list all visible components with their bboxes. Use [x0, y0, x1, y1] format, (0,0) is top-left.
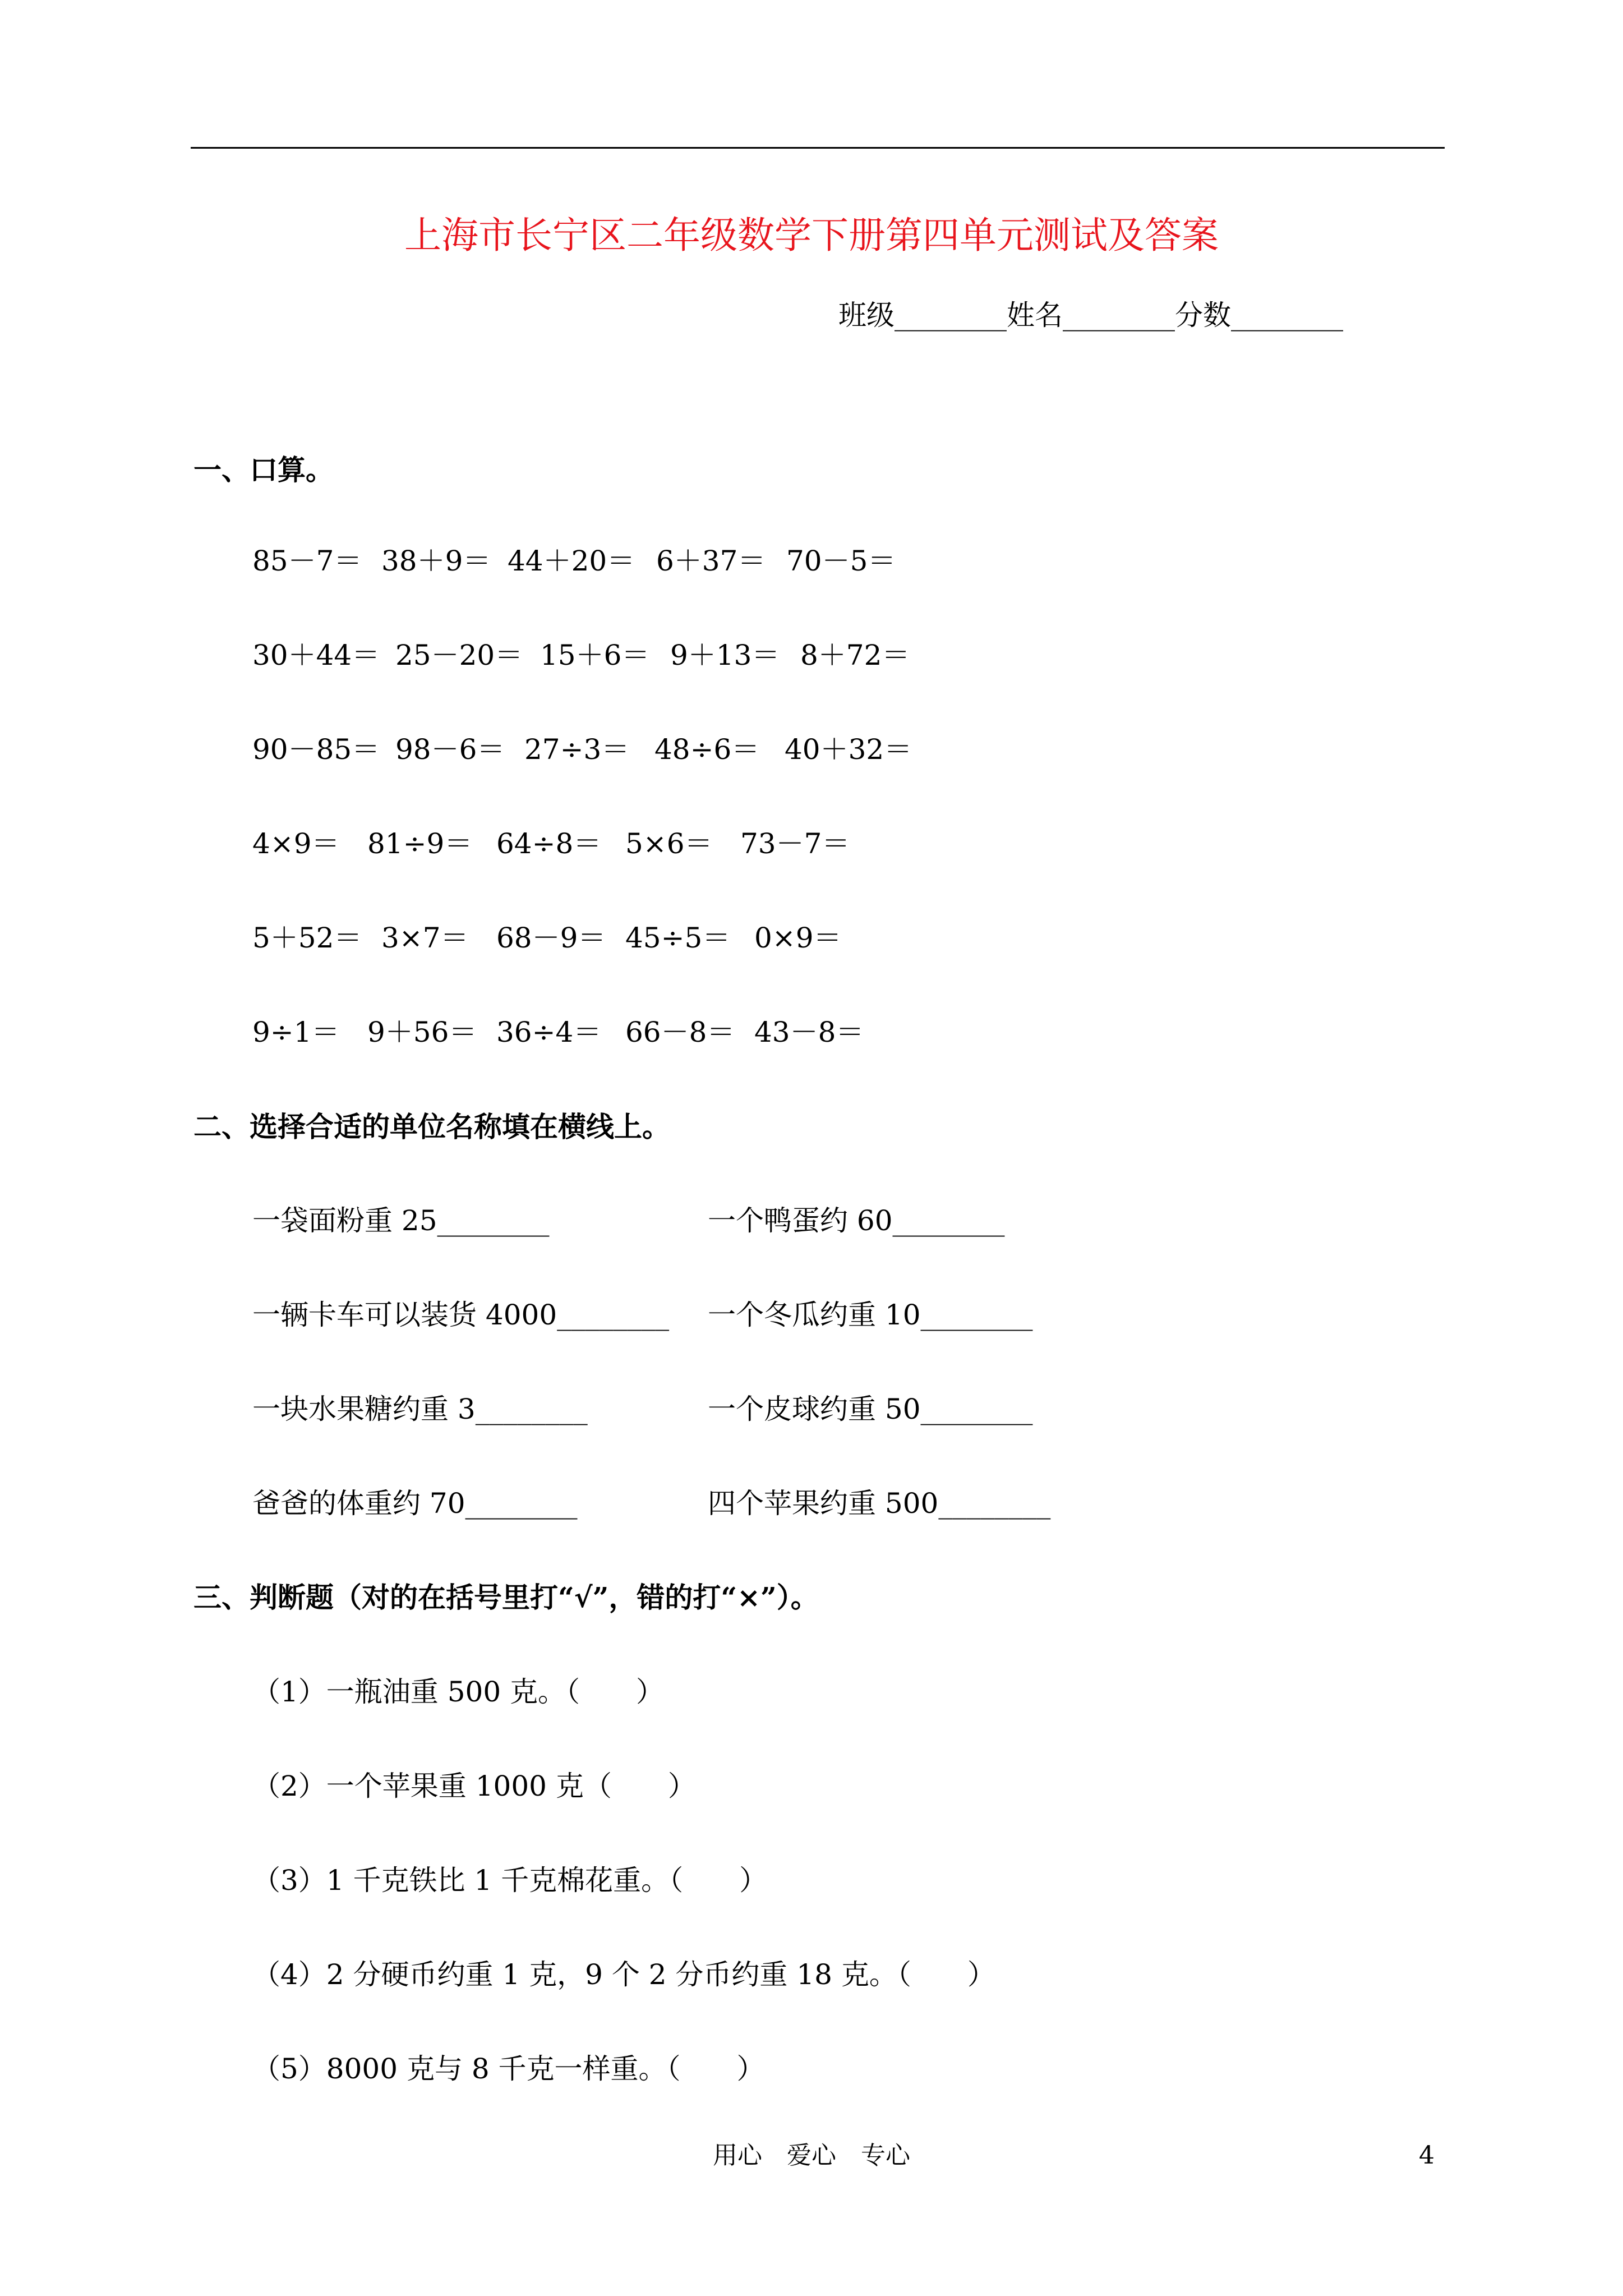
oral-calc-item: 36÷4＝ — [496, 1016, 602, 1048]
unit-fill-item: 一个冬瓜约重 10________ — [708, 1299, 1033, 1331]
oral-calc-row — [252, 915, 842, 960]
oral-calc-item: 90－85＝ — [252, 733, 380, 766]
true-false-item: （2）一个苹果重 1000 克（ ） — [252, 1770, 696, 1802]
unit-fill-item: 四个苹果约重 500________ — [708, 1487, 1051, 1520]
oral-calc-item: 8＋72＝ — [800, 639, 910, 671]
oral-calc-row — [252, 1010, 864, 1055]
unit-fill-item: 一个鸭蛋约 60________ — [708, 1204, 1005, 1237]
unit-fill-item: 一块水果糖约重 3________ — [252, 1393, 588, 1425]
section-2-heading: 二、选择合适的单位名称填在横线上。 — [193, 1110, 670, 1143]
oral-calc-item: 40＋32＝ — [785, 733, 912, 766]
oral-calc-item: 9＋56＝ — [367, 1016, 477, 1048]
student-info-line: 班级________姓名________分数________ — [838, 299, 1343, 332]
true-false-item: （4）2 分硬币约重 1 克，9 个 2 分币约重 18 克。（ ） — [252, 1958, 995, 1991]
section-3-heading: 三、判断题（对的在括号里打“√”，错的打“×”）。 — [193, 1581, 819, 1614]
oral-calc-item: 66－8＝ — [625, 1016, 735, 1048]
oral-calc-item: 81÷9＝ — [367, 827, 473, 860]
true-false-item: （3）1 千克铁比 1 千克棉花重。（ ） — [252, 1864, 768, 1897]
oral-calc-item: 64÷8＝ — [496, 827, 602, 860]
oral-calc-item: 38＋9＝ — [381, 545, 491, 577]
footer-motto: 用心 爱心 专心 — [713, 2141, 910, 2170]
unit-fill-item: 一袋面粉重 25________ — [252, 1204, 550, 1237]
oral-calc-item: 45÷5＝ — [625, 922, 731, 954]
oral-calc-item: 68－9＝ — [496, 922, 606, 954]
oral-calc-item: 3×7＝ — [381, 922, 469, 954]
section-1-heading: 一、口算。 — [193, 453, 334, 486]
true-false-item: （1）一瓶油重 500 克。（ ） — [252, 1676, 665, 1708]
oral-calc-item: 0×9＝ — [754, 922, 842, 954]
oral-calc-item: 98－6＝ — [395, 733, 505, 766]
true-false-item: （5）8000 克与 8 千克一样重。（ ） — [252, 2053, 765, 2085]
oral-calc-item: 70－5＝ — [786, 545, 896, 577]
oral-calc-item: 4×9＝ — [252, 827, 340, 860]
oral-calc-item: 9÷1＝ — [252, 1016, 340, 1048]
unit-fill-item: 一个皮球约重 50________ — [708, 1393, 1033, 1425]
page-number: 4 — [1419, 2141, 1435, 2170]
page-title: 上海市长宁区二年级数学下册第四单元测试及答案 — [404, 214, 1219, 257]
oral-calc-row — [252, 727, 912, 772]
oral-calc-item: 5×6＝ — [625, 827, 713, 860]
oral-calc-item: 27÷3＝ — [524, 733, 630, 766]
oral-calc-item: 5＋52＝ — [252, 922, 362, 954]
oral-calc-item: 6＋37＝ — [656, 545, 766, 577]
top-rule — [191, 147, 1445, 149]
oral-calc-row — [252, 633, 910, 678]
oral-calc-item: 48÷6＝ — [654, 733, 760, 766]
oral-calc-row — [252, 539, 896, 583]
oral-calc-item: 43－8＝ — [754, 1016, 864, 1048]
oral-calc-row — [252, 821, 850, 866]
oral-calc-item: 15＋6＝ — [540, 639, 650, 671]
unit-fill-item: 爸爸的体重约 70________ — [252, 1487, 578, 1520]
oral-calc-item: 9＋13＝ — [670, 639, 780, 671]
oral-calc-item: 44＋20＝ — [508, 545, 635, 577]
oral-calc-item: 25－20＝ — [395, 639, 523, 671]
unit-fill-item: 一辆卡车可以装货 4000________ — [252, 1299, 670, 1331]
oral-calc-item: 73－7＝ — [740, 827, 850, 860]
oral-calc-item: 30＋44＝ — [252, 639, 380, 671]
oral-calc-item: 85－7＝ — [252, 545, 362, 577]
